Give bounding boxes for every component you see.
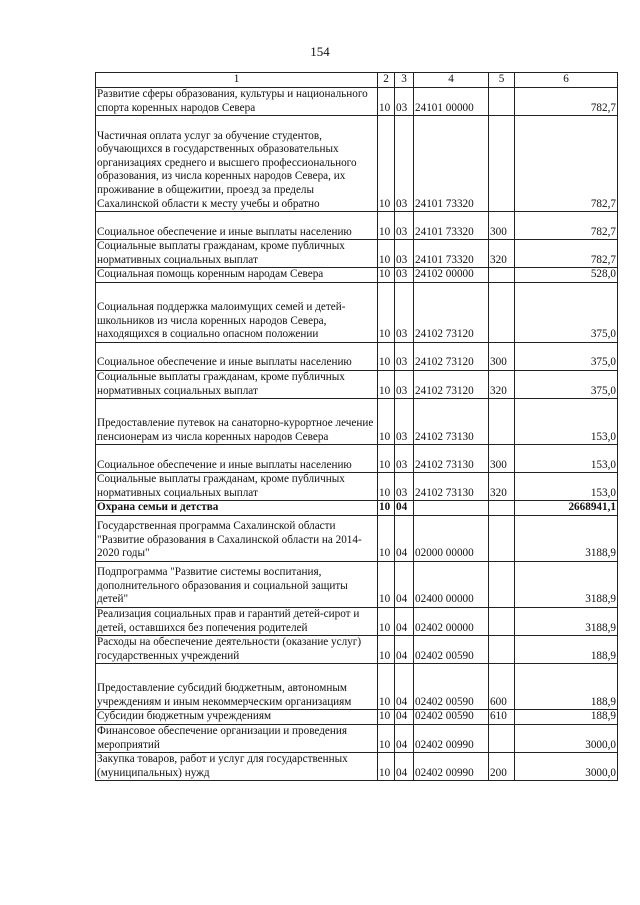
row-expense-type: 610 bbox=[489, 710, 515, 725]
row-subsection: 04 bbox=[395, 753, 414, 781]
row-name: Предоставление субсидий бюджетным, автономным учреждениям и иным некоммерческим организациям bbox=[96, 664, 378, 710]
row-expense-type: 320 bbox=[489, 473, 515, 501]
row-target-item: 02000 00000 bbox=[414, 515, 489, 561]
column-header-amount: 6 bbox=[515, 73, 618, 88]
row-name: Охрана семьи и детства bbox=[96, 501, 378, 516]
row-target-item: 24102 73130 bbox=[414, 445, 489, 473]
row-target-item: 02402 00590 bbox=[414, 636, 489, 664]
row-amount: 3188,9 bbox=[515, 607, 618, 635]
row-expense-type: 300 bbox=[489, 445, 515, 473]
table-row bbox=[96, 515, 618, 561]
row-subsection: 04 bbox=[395, 515, 414, 561]
header-row bbox=[96, 73, 618, 88]
row-target-item: 02400 00000 bbox=[414, 561, 489, 607]
row-expense-type: 320 bbox=[489, 240, 515, 268]
row-amount: 782,7 bbox=[515, 240, 618, 268]
row-name: Развитие сферы образования, культуры и национального спорта коренных народов Севера bbox=[96, 88, 378, 116]
row-amount: 153,0 bbox=[515, 445, 618, 473]
row-name: Социальные выплаты гражданам, кроме публичных нормативных социальных выплат bbox=[96, 240, 378, 268]
row-amount: 3188,9 bbox=[515, 515, 618, 561]
row-target-item: 24102 73120 bbox=[414, 370, 489, 398]
row-target-item: 02402 00000 bbox=[414, 607, 489, 635]
row-target-item: 24101 73320 bbox=[414, 116, 489, 212]
table-row bbox=[96, 88, 618, 116]
row-name: Предоставление путевок на санаторно-курортное лечение пенсионерам из числа коренных народов Севера bbox=[96, 399, 378, 445]
row-expense-type: 200 bbox=[489, 753, 515, 781]
table-row bbox=[96, 607, 618, 635]
row-name: Социальное обеспечение и иные выплаты населению bbox=[96, 445, 378, 473]
column-header-expense-type: 5 bbox=[489, 73, 515, 88]
table-row bbox=[96, 501, 618, 516]
table-row bbox=[96, 636, 618, 664]
row-subsection: 03 bbox=[395, 445, 414, 473]
row-section: 10 bbox=[378, 240, 395, 268]
row-target-item: 24101 00000 bbox=[414, 88, 489, 116]
row-section: 10 bbox=[378, 342, 395, 370]
row-amount: 375,0 bbox=[515, 282, 618, 342]
row-amount: 188,9 bbox=[515, 664, 618, 710]
row-amount: 153,0 bbox=[515, 399, 618, 445]
row-amount: 375,0 bbox=[515, 342, 618, 370]
row-target-item: 24102 73130 bbox=[414, 473, 489, 501]
row-amount: 375,0 bbox=[515, 370, 618, 398]
row-target-item: 24102 00000 bbox=[414, 268, 489, 283]
table-row bbox=[96, 445, 618, 473]
page-number: 154 bbox=[310, 44, 330, 59]
row-target-item: 24101 73320 bbox=[414, 240, 489, 268]
row-target-item: 24102 73130 bbox=[414, 399, 489, 445]
row-subsection: 03 bbox=[395, 212, 414, 240]
row-subsection: 03 bbox=[395, 282, 414, 342]
row-amount: 188,9 bbox=[515, 636, 618, 664]
row-expense-type bbox=[489, 116, 515, 212]
row-amount: 3000,0 bbox=[515, 753, 618, 781]
row-section: 10 bbox=[378, 515, 395, 561]
row-amount: 2668941,1 bbox=[515, 501, 618, 516]
row-section: 10 bbox=[378, 399, 395, 445]
table-row bbox=[96, 240, 618, 268]
column-header-subsection: 3 bbox=[395, 73, 414, 88]
row-section: 10 bbox=[378, 370, 395, 398]
row-subsection: 03 bbox=[395, 342, 414, 370]
row-amount: 782,7 bbox=[515, 212, 618, 240]
row-section: 10 bbox=[378, 753, 395, 781]
row-name: Субсидии бюджетным учреждениям bbox=[96, 710, 378, 725]
row-section: 10 bbox=[378, 561, 395, 607]
row-subsection: 04 bbox=[395, 561, 414, 607]
row-subsection: 04 bbox=[395, 607, 414, 635]
row-expense-type bbox=[489, 607, 515, 635]
row-subsection: 04 bbox=[395, 664, 414, 710]
row-name: Социальное обеспечение и иные выплаты населению bbox=[96, 342, 378, 370]
table-row bbox=[96, 561, 618, 607]
row-name: Расходы на обеспечение деятельности (оказание услуг) государственных учреждений bbox=[96, 636, 378, 664]
table-row bbox=[96, 724, 618, 752]
table-row bbox=[96, 116, 618, 212]
row-subsection: 04 bbox=[395, 710, 414, 725]
row-amount: 528,0 bbox=[515, 268, 618, 283]
row-subsection: 03 bbox=[395, 88, 414, 116]
row-name: Закупка товаров, работ и услуг для государственных (муниципальных) нужд bbox=[96, 753, 378, 781]
row-expense-type bbox=[489, 88, 515, 116]
table-row bbox=[96, 212, 618, 240]
row-expense-type bbox=[489, 282, 515, 342]
row-target-item bbox=[414, 501, 489, 516]
row-target-item: 24102 73120 bbox=[414, 282, 489, 342]
row-name: Социальная помощь коренным народам Севера bbox=[96, 268, 378, 283]
row-amount: 3188,9 bbox=[515, 561, 618, 607]
row-subsection: 04 bbox=[395, 636, 414, 664]
row-target-item: 24101 73320 bbox=[414, 212, 489, 240]
row-section: 10 bbox=[378, 282, 395, 342]
table-row bbox=[96, 664, 618, 710]
table-row bbox=[96, 753, 618, 781]
row-section: 10 bbox=[378, 473, 395, 501]
row-amount: 3000,0 bbox=[515, 724, 618, 752]
row-target-item: 02402 00590 bbox=[414, 710, 489, 725]
row-section: 10 bbox=[378, 268, 395, 283]
row-section: 10 bbox=[378, 116, 395, 212]
table-row bbox=[96, 370, 618, 398]
row-target-item: 02402 00990 bbox=[414, 753, 489, 781]
row-amount: 782,7 bbox=[515, 116, 618, 212]
column-header-section: 2 bbox=[378, 73, 395, 88]
row-name: Финансовое обеспечение организации и проведения мероприятий bbox=[96, 724, 378, 752]
row-section: 10 bbox=[378, 607, 395, 635]
row-name: Социальные выплаты гражданам, кроме публичных нормативных социальных выплат bbox=[96, 370, 378, 398]
row-subsection: 03 bbox=[395, 116, 414, 212]
row-name: Подпрограмма "Развитие системы воспитания, дополнительного образования и социальной защиты детей" bbox=[96, 561, 378, 607]
row-subsection: 04 bbox=[395, 501, 414, 516]
row-section: 10 bbox=[378, 710, 395, 725]
row-subsection: 03 bbox=[395, 240, 414, 268]
row-target-item: 02402 00590 bbox=[414, 664, 489, 710]
row-expense-type bbox=[489, 561, 515, 607]
table-row bbox=[96, 710, 618, 725]
row-section: 10 bbox=[378, 501, 395, 516]
row-expense-type: 320 bbox=[489, 370, 515, 398]
column-header-target-item: 4 bbox=[414, 73, 489, 88]
row-name: Государственная программа Сахалинской области "Развитие образования в Сахалинской области на 2014-2020 годы" bbox=[96, 515, 378, 561]
row-subsection: 03 bbox=[395, 399, 414, 445]
row-subsection: 04 bbox=[395, 724, 414, 752]
row-section: 10 bbox=[378, 724, 395, 752]
row-section: 10 bbox=[378, 212, 395, 240]
row-subsection: 03 bbox=[395, 473, 414, 501]
row-expense-type bbox=[489, 399, 515, 445]
row-expense-type: 300 bbox=[489, 342, 515, 370]
table-row bbox=[96, 342, 618, 370]
row-expense-type bbox=[489, 501, 515, 516]
row-expense-type: 300 bbox=[489, 212, 515, 240]
row-name: Частичная оплата услуг за обучение студентов, обучающихся в государственных образовательных организациях среднего и высшего профессионального образования, из числа коренных народов Севера, их проживание в общежитии, проезд за пределы Сахалинской области к месту учебы и обратно bbox=[96, 116, 378, 212]
row-section: 10 bbox=[378, 445, 395, 473]
row-target-item: 02402 00990 bbox=[414, 724, 489, 752]
row-expense-type bbox=[489, 724, 515, 752]
row-expense-type: 600 bbox=[489, 664, 515, 710]
table-row bbox=[96, 282, 618, 342]
row-name: Реализация социальных прав и гарантий детей-сирот и детей, оставшихся без попечения родителей bbox=[96, 607, 378, 635]
row-name: Социальная поддержка малоимущих семей и детей-школьников из числа коренных народов Севера, находящихся в социально опасном положении bbox=[96, 282, 378, 342]
row-expense-type bbox=[489, 268, 515, 283]
row-subsection: 03 bbox=[395, 268, 414, 283]
table-row bbox=[96, 473, 618, 501]
table-row bbox=[96, 399, 618, 445]
row-amount: 782,7 bbox=[515, 88, 618, 116]
budget-table bbox=[95, 72, 618, 781]
table-body bbox=[96, 88, 618, 781]
table-row bbox=[96, 268, 618, 283]
row-section: 10 bbox=[378, 636, 395, 664]
row-name: Социальные выплаты гражданам, кроме публичных нормативных социальных выплат bbox=[96, 473, 378, 501]
row-section: 10 bbox=[378, 664, 395, 710]
row-name: Социальное обеспечение и иные выплаты населению bbox=[96, 212, 378, 240]
row-expense-type bbox=[489, 515, 515, 561]
column-header-name: 1 bbox=[96, 73, 378, 88]
row-expense-type bbox=[489, 636, 515, 664]
row-target-item: 24102 73120 bbox=[414, 342, 489, 370]
row-section: 10 bbox=[378, 88, 395, 116]
row-subsection: 03 bbox=[395, 370, 414, 398]
row-amount: 188,9 bbox=[515, 710, 618, 725]
row-amount: 153,0 bbox=[515, 473, 618, 501]
